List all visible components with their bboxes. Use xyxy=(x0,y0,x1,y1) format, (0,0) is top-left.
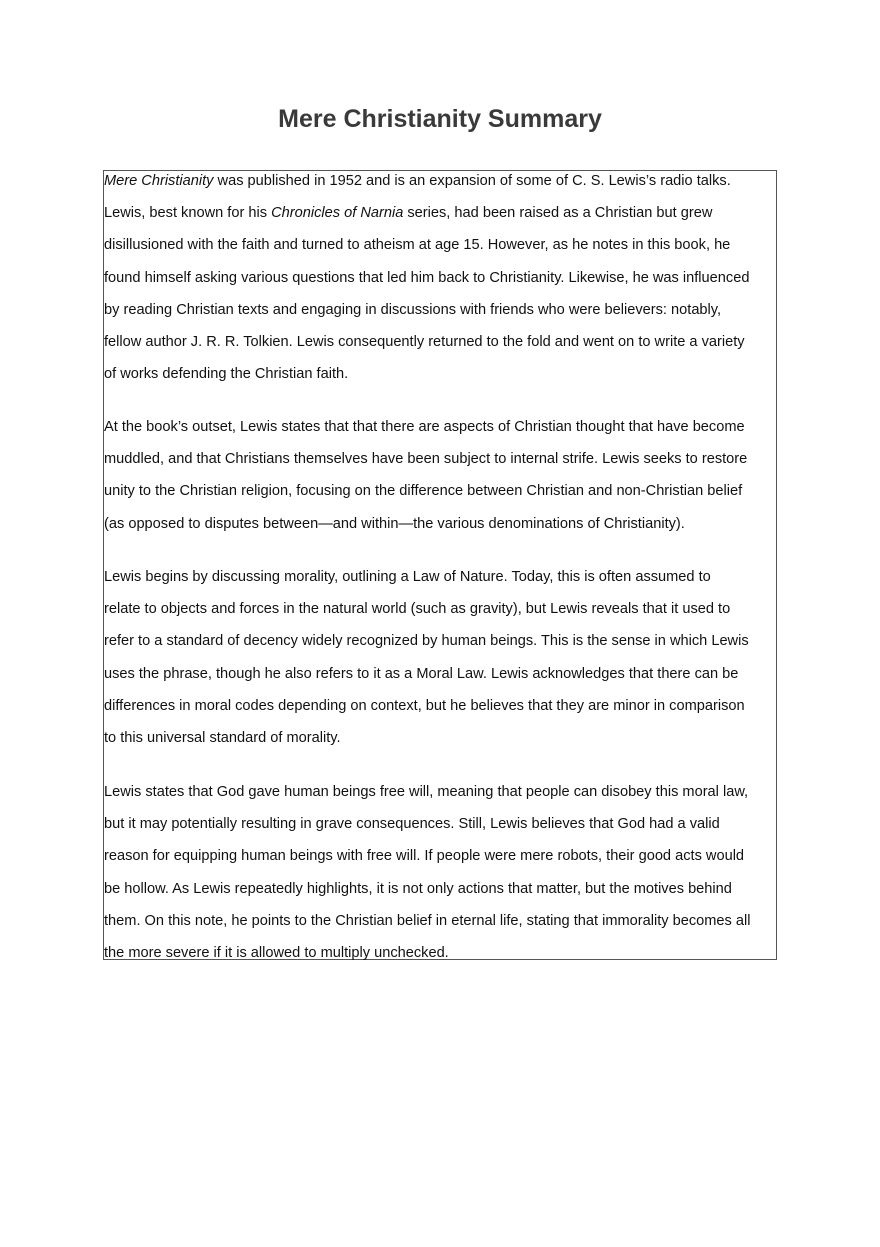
page-title: Mere Christianity Summary xyxy=(278,105,602,133)
paragraph-line: be hollow. As Lewis repeatedly highlights, it is not only actions that matter, but the motives behind xyxy=(104,880,732,897)
paragraph-line: Lewis begins by discussing morality, outlining a Law of Nature. Today, this is often assumed to xyxy=(104,569,711,585)
paragraph-line: uses the phrase, though he also refers to it as a Moral Law. Lewis acknowledges that there can be xyxy=(104,665,739,682)
book-title-italic: Mere Christianity xyxy=(104,173,214,189)
summary-text-box xyxy=(103,170,777,960)
paragraph-line: refer to a standard of decency widely recognized by human beings. This is the sense in which Lewis xyxy=(104,633,749,650)
paragraph-line: by reading Christian texts and engaging in discussions with friends who were believers: notably, xyxy=(104,301,722,318)
paragraph-line: disillusioned with the faith and turned to atheism at age 15. However, as he notes in this book, he xyxy=(104,237,731,254)
paragraph-line: to this universal standard of morality. xyxy=(104,729,341,746)
paragraph-4 xyxy=(104,776,776,969)
paragraph-line: Mere Christianity was published in 1952 and is an expansion of some of C. S. Lewis’s radio talks. xyxy=(104,173,731,189)
paragraph-line: the more severe if it is allowed to multiply unchecked. xyxy=(104,944,449,961)
paragraph-1 xyxy=(104,165,776,390)
paragraph-line: differences in moral codes depending on context, but he believes that they are minor in comparison xyxy=(104,697,745,714)
paragraph-line: Lewis, best known for his Chronicles of Narnia series, had been raised as a Christian but grew xyxy=(104,205,713,222)
paragraph-3 xyxy=(104,561,776,754)
paragraph-2 xyxy=(104,411,776,540)
paragraph-line: of works defending the Christian faith. xyxy=(104,366,349,383)
paragraph-line: (as opposed to disputes between—and within—the various denominations of Christianity). xyxy=(104,515,685,532)
paragraph-line: them. On this note, he points to the Christian belief in eternal life, stating that immorality becomes all xyxy=(104,912,751,929)
paragraph-line: unity to the Christian religion, focusing on the difference between Christian and non-Christian belief xyxy=(104,483,743,500)
paragraph-line: muddled, and that Christians themselves have been subject to internal strife. Lewis seeks to restore xyxy=(104,451,748,468)
paragraph-line: but it may potentially resulting in grave consequences. Still, Lewis believes that God had a valid xyxy=(104,816,720,833)
paragraph-line: At the book’s outset, Lewis states that that there are aspects of Christian thought that have become xyxy=(104,419,745,435)
series-title-italic: Chronicles of Narnia xyxy=(271,205,404,222)
paragraph-line: Lewis states that God gave human beings free will, meaning that people can disobey this moral law, xyxy=(104,784,749,800)
paragraph-line: reason for equipping human beings with free will. If people were mere robots, their good acts would xyxy=(104,848,745,865)
paragraph-line: relate to objects and forces in the natural world (such as gravity), but Lewis reveals that it used to xyxy=(104,601,731,618)
paragraph-line: fellow author J. R. R. Tolkien. Lewis consequently returned to the fold and went on to write a variety xyxy=(104,333,745,350)
paragraph-line: found himself asking various questions that led him back to Christianity. Likewise, he was influenced xyxy=(104,269,750,286)
